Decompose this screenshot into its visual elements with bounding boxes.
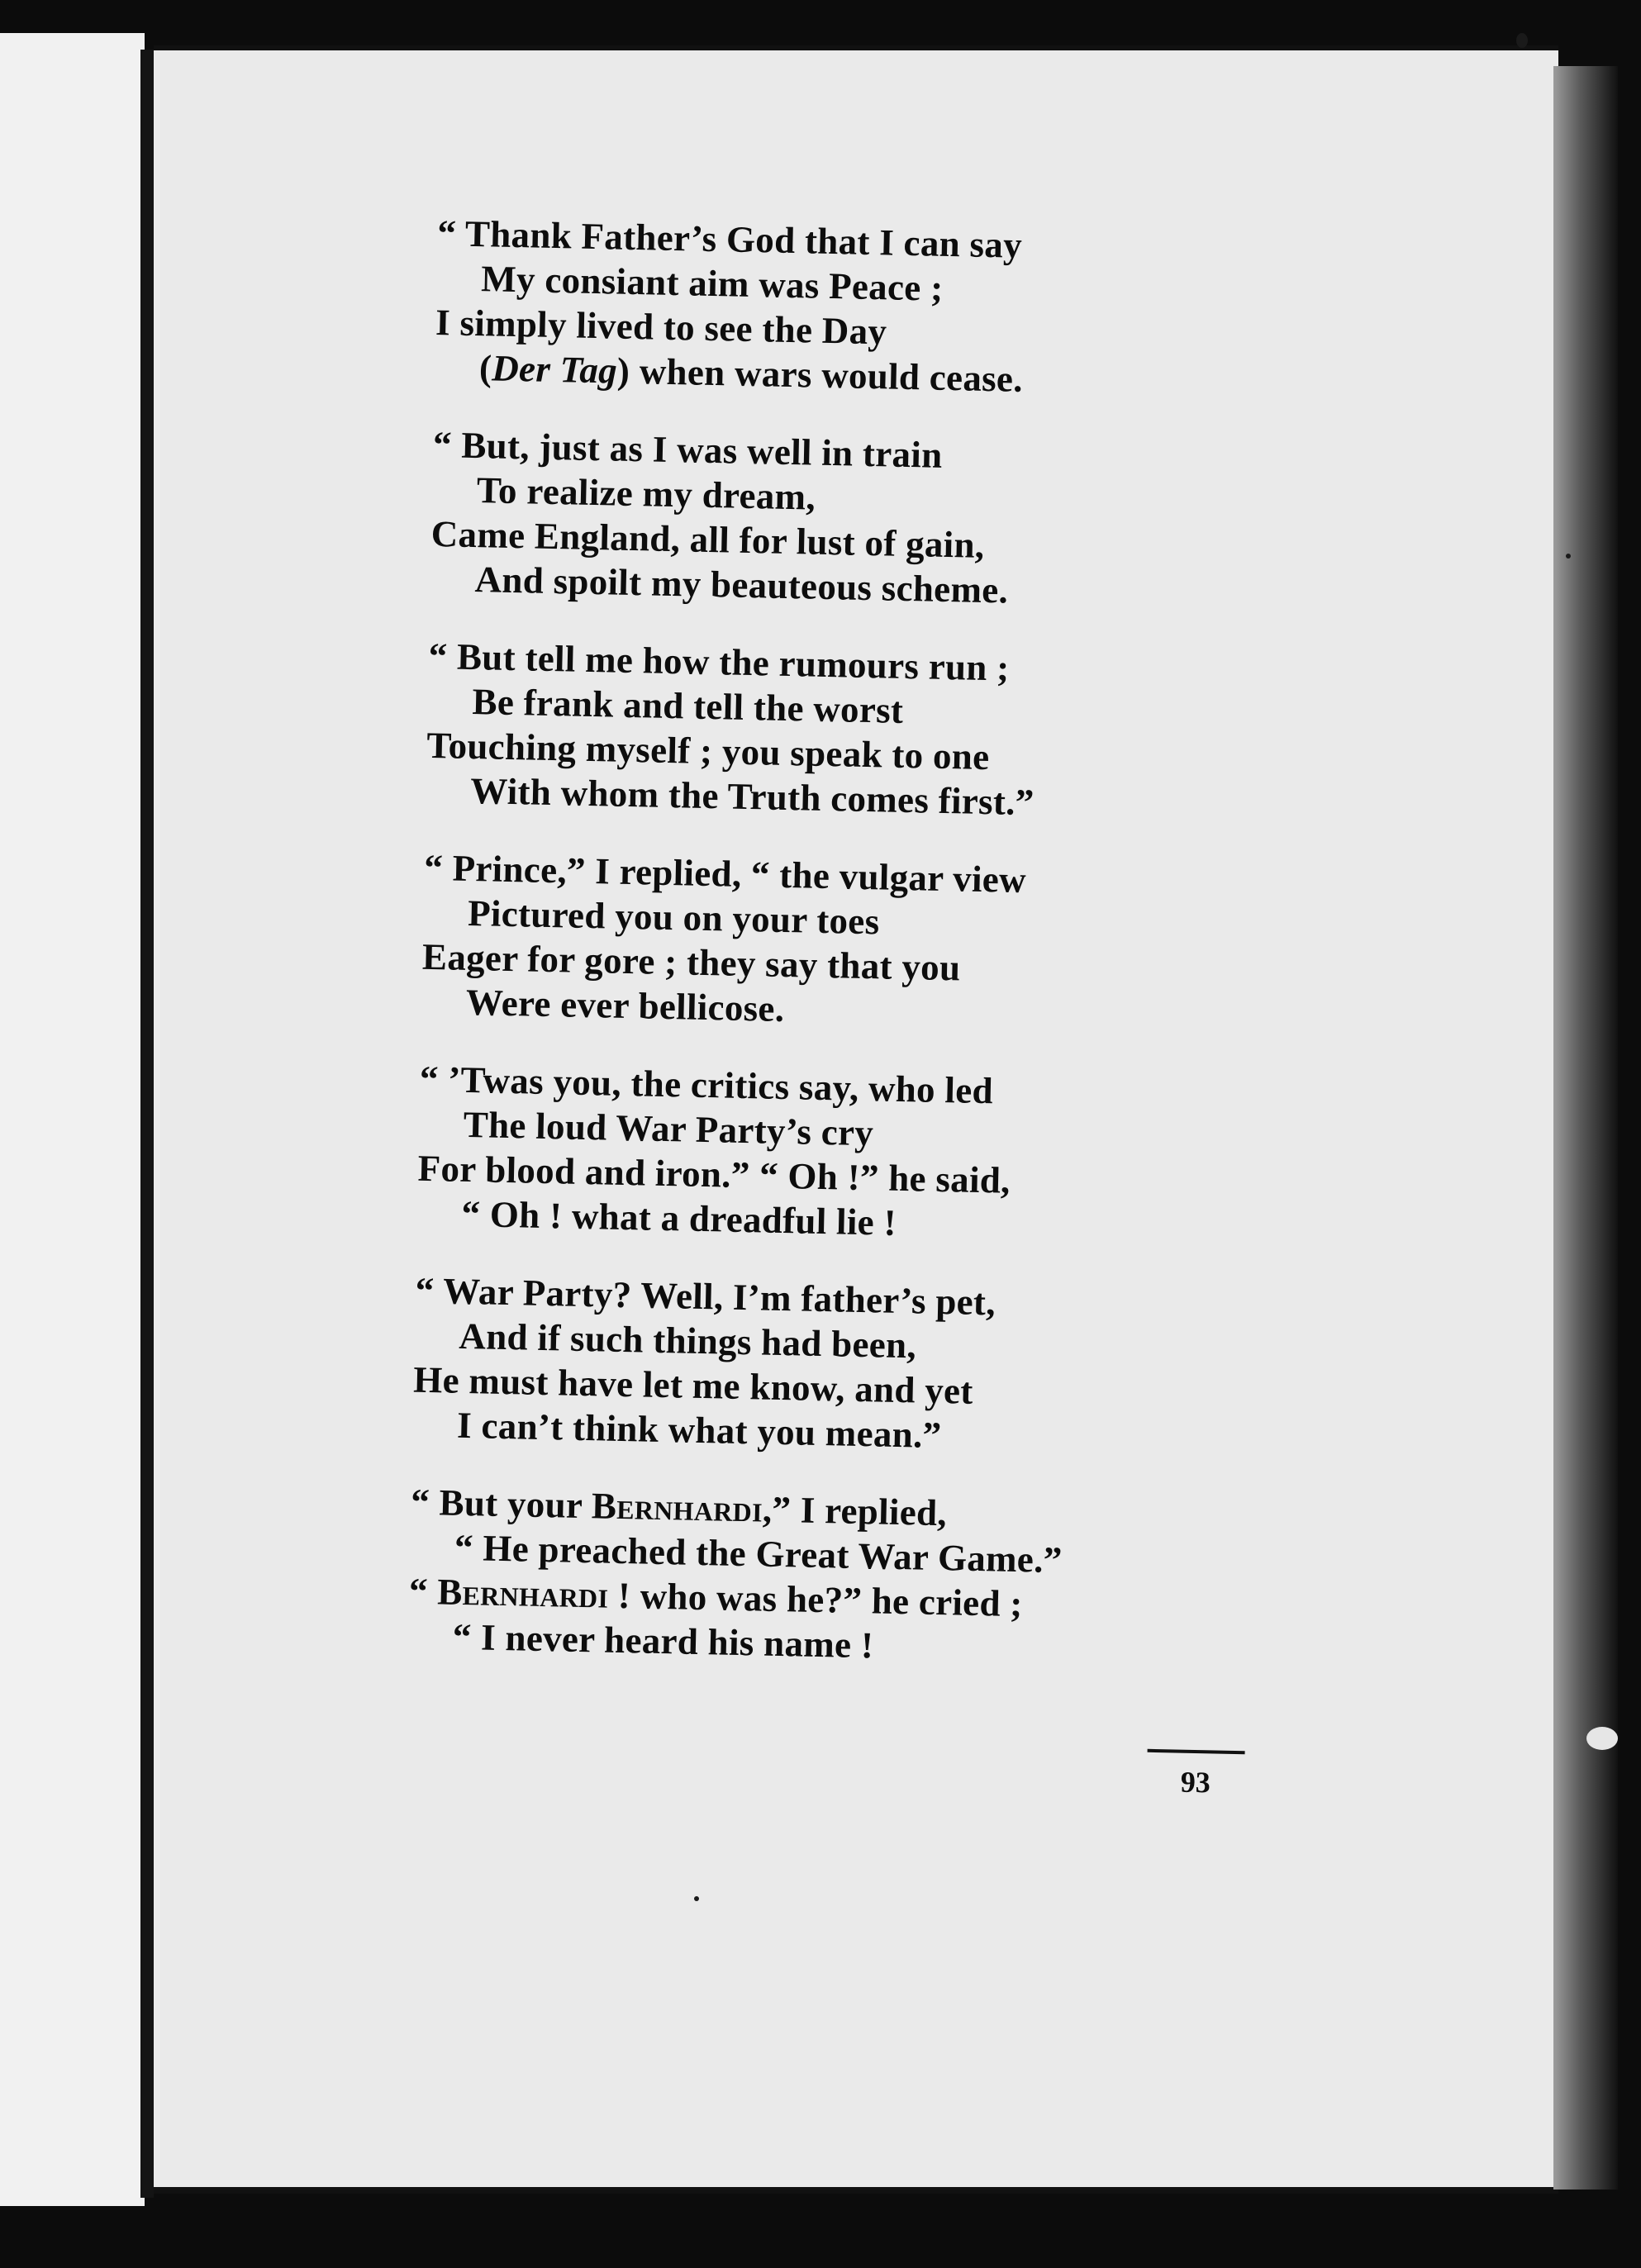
gutter-line xyxy=(140,50,154,2198)
verse-line: “ But, just as I was well in train xyxy=(432,423,943,476)
verse-line: “ Prince,” I replied, “ the vulgar view xyxy=(423,846,1027,901)
scan-speck xyxy=(1586,1727,1618,1750)
left-page-edge xyxy=(0,33,145,2206)
verse-line: (Der Tag) when wars would cease. xyxy=(478,347,1024,400)
stanza xyxy=(421,845,1399,1044)
page-number-block xyxy=(1146,1749,1244,1800)
stanza xyxy=(416,1057,1395,1256)
verse-line: “ He preached the Great War Game.” xyxy=(454,1526,1063,1581)
italic-phrase: Der Tag xyxy=(491,347,618,392)
verse-line: Pictured you on your toes xyxy=(467,892,880,943)
verse-line: “ ’Twas you, the critics say, who led xyxy=(419,1058,994,1112)
small-caps-name: Bernhardi xyxy=(436,1571,609,1616)
scan-speck xyxy=(1516,33,1528,48)
verse-line: “ Thank Father’s God that I can say xyxy=(436,212,1023,266)
verse-line: The loud War Party’s cry xyxy=(463,1103,874,1154)
verse-line: And spoilt my beauteous scheme. xyxy=(474,559,1009,611)
verse-line: And if such things had been, xyxy=(458,1315,917,1367)
stanza xyxy=(407,1480,1386,1679)
scan-speck xyxy=(1566,554,1571,559)
verse-line: “ Bernhardi ! who was he?” he cried ; xyxy=(408,1570,1024,1625)
verse-line: He must have let me know, and yet xyxy=(412,1358,974,1412)
stanza xyxy=(430,422,1408,621)
page-edge-shadow xyxy=(1553,66,1618,2190)
verse-line: With whom the Truth comes first.” xyxy=(469,769,1035,824)
verse-line: “ But tell me how the rumours run ; xyxy=(428,635,1011,689)
verse-line: I simply lived to see the Day xyxy=(435,301,887,353)
verse-line: I can’t think what you mean.” xyxy=(456,1404,942,1457)
verse-line: For blood and iron.” “ Oh !” he said, xyxy=(417,1147,1011,1201)
verse-line: My consiant aim was Peace ; xyxy=(480,258,944,309)
stanza xyxy=(412,1268,1391,1467)
verse-line: Touching myself ; you speak to one xyxy=(426,724,990,778)
scan-speck xyxy=(694,1896,699,1901)
verse-line: To realize my dream, xyxy=(476,469,816,518)
poem-body xyxy=(407,211,1412,1711)
verse-line: Be frank and tell the worst xyxy=(472,681,904,731)
page-number: 93 xyxy=(1180,1765,1211,1800)
small-caps-name: Bernhardi xyxy=(591,1485,763,1530)
verse-line: “ Oh ! what a dreadful lie ! xyxy=(461,1192,897,1243)
verse-line: Came England, all for lust of gain, xyxy=(430,512,985,566)
verse-line: “ But your Bernhardi,” I replied, xyxy=(410,1481,948,1534)
verse-line: “ War Party? Well, I’m father’s pet, xyxy=(415,1269,996,1324)
verse-line: Were ever bellicose. xyxy=(465,981,785,1029)
verse-line: Eager for gore ; they say that you xyxy=(421,935,961,989)
stanza xyxy=(426,634,1404,833)
stanza xyxy=(434,211,1412,410)
verse-line: “ I never heard his name ! xyxy=(452,1615,874,1667)
